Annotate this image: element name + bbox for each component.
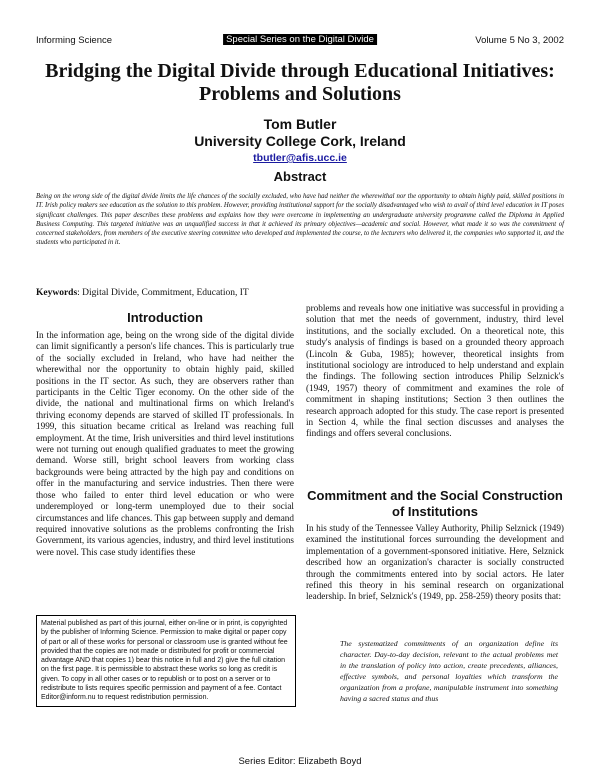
volume-info: Volume 5 No 3, 2002 (475, 35, 564, 46)
commitment-paragraph: In his study of the Tennessee Valley Authority, Philip Selznick (1949) examined the institutional forces surrounding the development and implementation of a government-sponsored initiative. Here, Selznick described how an organization's character is socially constructed through the commitments entered into by social actors. He later refined this theory in his seminal research on organizational leadership. In brief, Selznick's (1949, pp. 258-259) theory posits that: (306, 523, 564, 602)
author-email-link[interactable]: tbutler@afis.ucc.ie (253, 152, 347, 164)
paper-title: Bridging the Digital Divide through Educational Initiatives: Problems and Solutions (45, 60, 555, 105)
author-block (36, 116, 564, 150)
author-email-line (36, 152, 564, 164)
introduction-body (36, 330, 294, 558)
series-label: Special Series on the Digital Divide (223, 34, 377, 45)
abstract-heading: Abstract (273, 169, 327, 184)
author-affiliation: University College Cork, Ireland (194, 133, 406, 149)
copyright-notice: Material published as part of this journal, either on-line or in print, is copyrighted by the publisher of Informing Science. Permission to make digital or paper copy of part or all of these works for personal or classroom use is granted without fee provided that the copies are not made or distributed for profit or commercial advantage AND that copies 1) bear this notice in full and 2) give the full citation on the first page. It is permissible to abstract these works so long as credit is given. To copy in all other cases or to republish or to post on a server or to redistribute to lists requires specific permission and payment of a fee. Contact Editor@inform.nu to request redistribution permission. (36, 615, 296, 707)
author-name: Tom Butler (263, 116, 337, 132)
introduction-continued-paragraph: problems and reveals how one initiative was successful in providing a solution that met the needs of government, industry, third level institutions, and the socially excluded. On a theoretical note, this study's analysis of findings is based on a grounded theory approach (Lincoln & Guba, 1985); however, theoretical insights from institutional sociology are introduced to help understand and explain the findings. The following section introduces Philip Selznick's (1949, 1957) theory of commitment and examines the role of commitment in shaping institutions; Section 3 then outlines the research approach adopted for this study. The case report is presented in Section 4, while the final section discusses and analyses the findings and offers several conclusions. (306, 303, 564, 439)
block-quote: The systematized commitments of an organization define its character. Day-to-day decision, relevant to the actual problems met in the translation of policy into action, create precedents, alliances, effective symbols, and personal loyalties which transform the organization from a profane, manipulable instrument into something having a sacred status and thus (340, 639, 558, 703)
commitment-body (306, 523, 564, 603)
introduction-paragraph: In the information age, being on the wrong side of the digital divide can limit significantly a person's life chances. This is particularly true of the socially excluded in Ireland, who have had neither the wherewithal nor the opportunity to obtain highly paid, skilled positions in the IT sector. As such, they are observers rather than participants in the Celtic Tiger economy. On the other side of the divide, the national and multinational firms on which Ireland's thriving economy depends are starved of skilled IT professionals. In 1999, this situation became critical as Ireland was reaching full employment. At the time, Irish universities and third level institutions were not turning out enough qualified graduates to meet the growing demand. Worse still, bright school leavers from working class backgrounds were being attracted by the high pay and conditions on offer in the manufacturing and service industries. Then there were those who failed to enter third level education or who were underemployed or long-term unemployed due to their social circumstances and life chances. This gap between supply and demand required innovative solutions as the problems confronting the Irish Government, its various agencies, industry, and third level institutions were novel. This case study identifies these (36, 330, 294, 557)
series-editor-footer: Series Editor: Elizabeth Boyd (238, 756, 362, 767)
introduction-continued (306, 303, 564, 440)
keywords-label: Keywords (36, 288, 78, 298)
running-header (36, 35, 564, 49)
journal-name: Informing Science (36, 35, 113, 46)
introduction-heading: Introduction (127, 310, 203, 325)
keywords-list: : Digital Divide, Commitment, Education, IT (77, 288, 249, 298)
keywords-line (36, 288, 564, 298)
commitment-heading: Commitment and the Social Construction of Institutions (307, 488, 563, 519)
abstract-text: Being on the wrong side of the digital divide limits the life chances of the socially excluded, who have had neither the wherewithal nor the opportunity to obtain highly paid, skilled positions in IT. Irish policy makers see education as the solution to this problem. However, providing institutional support for the socially disadvantaged who wish to avail of third level education in IT poses significant challenges. This paper describes these problems and explains how they were overcome in implementing an undergraduate university programme called the Diploma in Applied Business Computing. This targeted initiative was an unqualified success in that it achieved its primary objectives—academic and social. However, what made it so was the commitment of concerned stakeholders, from members of the executive steering committee who developed and implemented the course, to the lecturers who delivered it, the companies who supported it, and the students who participated in it. (36, 193, 564, 247)
